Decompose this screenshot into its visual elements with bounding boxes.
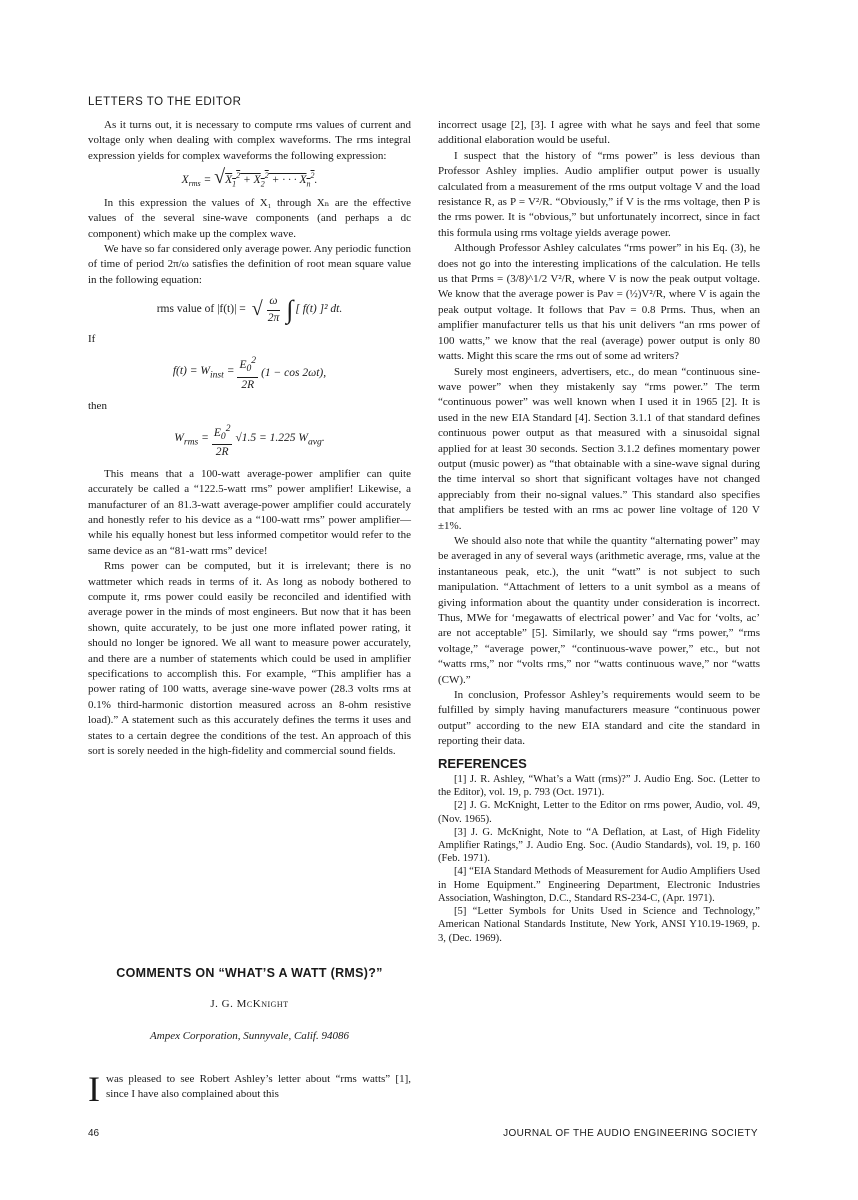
left-paragraph-1: As it turns out, it is necessary to compute rms values of current and voltage only when dealing with complex waveforms. The rms integral expression yields for complex waveforms the following expression: <box>88 119 411 162</box>
section-heading: LETTERS TO THE EDITOR <box>88 96 242 108</box>
article-affiliation: Ampex Corporation, Sunnyvale, Calif. 94086 <box>150 1030 349 1042</box>
references-heading: REFERENCES <box>438 755 527 771</box>
right-paragraph-4: Surely most engineers, advertisers, etc., do mean “continuous sine-wave power” when they mistakenly say “rms power.” The term “continuous power” was well known when I used it in 1965 [2]. It is used in the new EIA Standard [4]. Section 3.1.1 of that standard defines continuous power output as that measured with a sinusoidal signal applied for at least 30 seconds. Section 3.1.2 defines momentary power output (music power) as “that obtainable with a sine-wave signal during the time interval so short that significant voltages have not changed appreciably from their no-signal values.” This standard also specifies that amplifiers be tested with an rms ac power line voltage of 120 V ±1%. <box>438 365 760 532</box>
article-intro-text: was pleased to see Robert Ashley’s letter about “rms watts” [1], since I have also complained about this <box>106 1073 411 1101</box>
equation-xrms: $X_{rms} = √X_1^2 + X_2^2$ + · · · $X_n^2$. <box>181 166 318 189</box>
journal-name: JOURNAL OF THE AUDIO ENGINEERING SOCIETY <box>503 1128 758 1139</box>
reference-item: [2] J. G. McKnight, Letter to the Editor on rms power, Audio, vol. 49, (Nov. 1965). <box>438 800 760 825</box>
references-list <box>438 773 760 945</box>
left-paragraph-4: This means that a 100-watt average-power amplifier can quite accurately be called a “122.5-watt rms” power amplifier! Likewise, a manufacturer of an 81.3-watt average-power amplifier could accurately and honestly refer to his device as a “100-watt rms” power amplifier—while his equally honest but less informed competitor would refer to the same device as an “81-watt rms” device! <box>88 467 411 557</box>
left-column <box>88 118 411 759</box>
left-paragraph-2: In this expression the values of X₁ through Xₙ are the effective values of the several sine-wave components (and perhaps a dc component) which make up the complex wave. <box>88 196 411 240</box>
reference-item: [4] “EIA Standard Methods of Measurement for Audio Amplifiers Used in Home Equipment.” Engineering Department, Electronic Industries Association, Washington, D.C., Standard RS-234-C, (Apr. 1971). <box>438 866 760 904</box>
right-paragraph-3: Although Professor Ashley calculates “rms power” in his Eq. (3), he does not go into the interesting implications of the calculation. He tells us that Prms = (3/8)^1/2 V²/R, where V is now the peak output voltage. We know that the average power is Pav = (½)V²/R, where V is again the peak output voltage. It follows that Pav = 0.8 Prms. Thus, when an amplifier manufacturer tells us that his unit delivers “an rms power of 100 watts,” we know that the real (average) power output is only 80 watts. Might this scare the rms out of some ad writers? <box>438 242 760 363</box>
left-paragraph-5: Rms power can be computed, but it is irrelevant; there is no wattmeter which reads in terms of it. As long as nobody bothered to compute it, rms power could easily be reconciled and identified with average power in the minds of most engineers. But now that it has been shown, quite accurately, to be just one more inflated power rating, it should no longer be ignored. We all want to measure power accurately, and there are a number of statements which could be used in amplifier specifications to accomplish this. For example, “This amplifier has a power rating of 100 watts, average sine-wave power (28.3 volts rms at 0.1% third-harmonic distortion measured across an 8-ohm resistive load).” A statement such as this accurately defines the terms it uses and states to a certain degree the conditions of the test. An approach of this sort is sorely needed in the high-fidelity and commercial sound fields. <box>88 560 411 757</box>
right-paragraph-1: incorrect usage [2], [3]. I agree with what he says and feel that some additional elaboration would be useful. <box>438 119 760 147</box>
reference-item: [5] “Letter Symbols for Units Used in Science and Technology,” American National Standards Institute, New York, ANSI Y10.19-1969, p. 3, (Dec. 1969). <box>438 906 760 944</box>
equation-wrms: $W_{rms}$ = $\frac{E_0^2}{2R}$ √1.5 = 1.225 $W_{avg}$. <box>174 422 325 459</box>
equation-rms-definition: rms value of |f(t)| = √ $\frac{\omega}{2\pi}$ ∫ [ f(t) ]² dt. <box>156 295 343 325</box>
equation-rms-label: rms value of |f(t)| = <box>156 303 246 316</box>
right-paragraph-5: We should also note that while the quantity “alternating power” may be averaged in any of several ways (arithmetic average, rms, value at the instantaneous peak, etc.), the unit “watt” is not subject to such manipulation. “Attachment of letters to a unit symbol as a means of giving information about the quantity under consideration is incorrect. Thus, MWe for ‘megawatts of electrical power’ and Vac for ‘volts, ac’ are not acceptable” [5]. Similarly, we should say “rms power,” “rms voltage,” “average power,” “continuous-wave power,” etc., but not “watts rms,” nor “volts rms,” nor “watts continuous wave,” nor “watts (CW).” <box>438 534 760 686</box>
page-number: 46 <box>88 1128 100 1139</box>
article-title: COMMENTS ON “WHAT’S A WATT (RMS)?” <box>116 966 383 980</box>
then-word: then <box>88 400 107 413</box>
reference-item: [1] J. R. Ashley, “What’s a Watt (rms)?” J. Audio Eng. Soc. (Letter to the Editor), vol. 19, p. 793 (Oct. 1971). <box>438 774 760 799</box>
article-intro <box>88 1069 411 1109</box>
reference-item: [3] J. G. McKnight, Note to “A Deflation, at Last, of High Fidelity Amplifier Ratings,” J. Audio Eng. Soc. (Audio Standards), vol. 19, p. 160 (Feb. 1971). <box>438 826 760 865</box>
article-author: J. G. McKnight <box>210 998 289 1010</box>
right-paragraph-6: In conclusion, Professor Ashley’s requirements would seem to be fulfilled by simply having manufacturers measure “continuous power output” according to the new EIA standard and cite the standard in reporting their data. <box>438 689 760 748</box>
if-word: If <box>88 333 96 345</box>
equation-ft: $f(t) = W_{inst}$ = $\frac{E_0^2}{2R}$ (1 − cos 2ωt), <box>172 355 327 391</box>
right-paragraph-2: I suspect that the history of “rms power” is less devious than Professor Ashley implies. Audio amplifier output power is usually calculated from a measurement of the rms output voltage V and the load resistance R, as P = V²/R. “Obviously,” if V is the rms voltage, then P is the rms power. It is “obvious,” but unfortunately incorrect, since in fact this formula using rms voltage yields average power. <box>438 149 760 239</box>
left-paragraph-3: We have so far considered only average power. Any periodic function of time of period 2π/ω satisfies the definition of root mean square value in the following equation: <box>88 242 411 286</box>
drop-cap: I <box>88 1069 100 1109</box>
right-column <box>438 118 760 945</box>
